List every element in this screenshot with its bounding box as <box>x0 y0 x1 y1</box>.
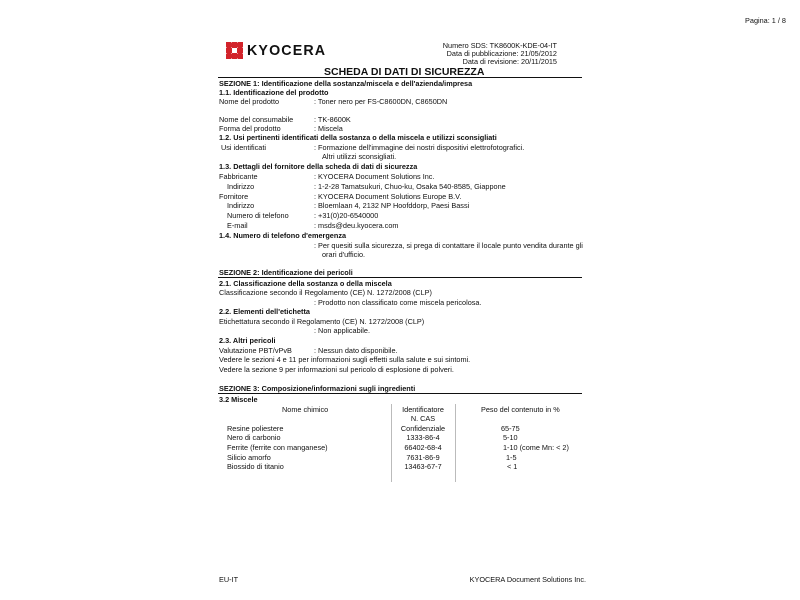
publication-date: Data di pubblicazione: 21/05/2012 <box>446 49 557 58</box>
table-row-weight: 65-75 <box>501 424 520 433</box>
consumable-value: : TK-8600K <box>314 115 351 124</box>
table-row-cas: 1333-86-4 <box>406 433 440 442</box>
col-header-weight: Peso del contenuto in % <box>481 405 560 414</box>
uses-value: : Formazione dell'immagine dei nostri dispositivi elettrofotografici. <box>314 143 525 152</box>
col-header-cas: N. CAS <box>410 414 436 423</box>
product-name-value: : Toner nero per FS-C8600DN, C8650DN <box>314 97 448 106</box>
page-number: Pagina: 1 / 8 <box>745 16 786 25</box>
labelling-value: : Non applicabile. <box>314 326 370 335</box>
table-row-cas: 66402-68-4 <box>404 443 442 452</box>
form-value: : Miscela <box>314 124 343 133</box>
manufacturer-value: : KYOCERA Document Solutions Inc. <box>314 172 435 181</box>
supplier-label: Fornitore <box>219 192 249 201</box>
table-row-name: Nero di carbonio <box>227 433 281 442</box>
address-1-value: : 1-2-28 Tamatsukuri, Chuo-ku, Osaka 540-8585, Giappone <box>314 182 506 191</box>
subsection-2-2: 2.2. Elementi dell'etichetta <box>219 307 310 316</box>
revision-date: Data di revisione: 20/11/2015 <box>462 57 557 66</box>
table-row-cas: Confidenziale <box>400 424 446 433</box>
table-row-name: Resine poliestere <box>227 424 284 433</box>
emergency-value: : Per quesiti sulla sicurezza, si prega di contattare il locale punto vendita durante gli <box>314 241 583 250</box>
table-divider-2 <box>455 404 456 482</box>
kyocera-logo <box>226 40 330 60</box>
section-3-divider <box>218 393 582 394</box>
classification-label: Classificazione secondo il Regolamento (CE) N. 1272/2008 (CLP) <box>219 288 432 297</box>
supplier-value: : KYOCERA Document Solutions Europe B.V. <box>314 192 462 201</box>
address-1-label: Indirizzo <box>227 182 255 191</box>
hazard-note-2: Vedere la sezione 9 per informazioni sul pericolo di esplosione di polveri. <box>219 365 454 374</box>
section-2-heading: SEZIONE 2: Identificazione dei pericoli <box>219 268 353 277</box>
table-row-weight: 1-10 (come Mn: < 2) <box>503 443 569 452</box>
section-1-heading: SEZIONE 1: Identificazione della sostanza/miscela e dell'azienda/impresa <box>219 79 473 88</box>
pbt-value: : Nessun dato disponibile. <box>314 346 398 355</box>
subsection-1-1: 1.1. Identificazione del prodotto <box>219 88 329 97</box>
kyocera-logo-text: KYOCERA <box>247 41 327 59</box>
email-value[interactable]: : msds@deu.kyocera.com <box>314 221 399 230</box>
footer-right: KYOCERA Document Solutions Inc. <box>469 575 586 584</box>
subsection-1-4: 1.4. Numero di telefono d'emergenza <box>219 231 347 240</box>
phone-value: : +31(0)20-6540000 <box>314 211 379 220</box>
subsection-2-3: 2.3. Altri pericoli <box>219 336 276 345</box>
uses-label: Usi identificati <box>221 143 267 152</box>
table-row-name: Ferrite (ferrite con manganese) <box>227 443 328 452</box>
document-title: SCHEDA DI DATI DI SICUREZZA <box>324 66 485 78</box>
title-divider <box>218 77 582 78</box>
form-label: Forma del prodotto <box>219 124 281 133</box>
pbt-label: Valutazione PBT/vPvB <box>219 346 292 355</box>
table-row-weight: 1-5 <box>506 453 517 462</box>
labelling-label: Etichettatura secondo il Regolamento (CE) N. 1272/2008 (CLP) <box>219 317 425 326</box>
subsection-1-2: 1.2. Usi pertinenti identificati della sostanza o della miscela e utilizzi sconsigliati <box>219 133 497 142</box>
col-header-name: Nome chimico <box>282 405 329 414</box>
subsection-2-1: 2.1. Classificazione della sostanza o della miscela <box>219 279 392 288</box>
product-name-label: Nome del prodotto <box>219 97 280 106</box>
phone-label: Numero di telefono <box>227 211 289 220</box>
table-row-weight: < 1 <box>507 462 518 471</box>
subsection-1-3: 1.3. Dettagli del fornitore della scheda di dati di sicurezza <box>219 162 418 171</box>
emergency-value-2: orari d'ufficio. <box>322 250 366 259</box>
section-3-heading: SEZIONE 3: Composizione/informazioni sugli ingredienti <box>219 384 416 393</box>
kyocera-logo-icon <box>226 42 243 59</box>
hazard-note-1: Vedere le sezioni 4 e 11 per informazioni sugli effetti sulla salute e sui sintomi. <box>219 355 471 364</box>
sds-number: Numero SDS: TK8600K-KDE-04-IT <box>442 41 557 50</box>
address-2-label: Indirizzo <box>227 201 255 210</box>
table-row-cas: 13463-67-7 <box>404 462 442 471</box>
manufacturer-label: Fabbricante <box>219 172 258 181</box>
address-2-value: : Bloemlaan 4, 2132 NP Hoofddorp, Paesi Bassi <box>314 201 470 210</box>
consumable-label: Nome del consumabile <box>219 115 294 124</box>
table-row-cas: 7631-86-9 <box>406 453 440 462</box>
classification-value: : Prodotto non classificato come miscela pericolosa. <box>314 298 482 307</box>
footer-left: EU-IT <box>219 575 239 584</box>
uses-value-2: Altri utilizzi sconsigliati. <box>322 152 397 161</box>
col-header-id: Identificatore <box>402 405 444 414</box>
table-row-name: Silicio amorfo <box>227 453 271 462</box>
table-row-weight: 5-10 <box>503 433 518 442</box>
email-label: E-mail <box>227 221 248 230</box>
table-row-name: Biossido di titanio <box>227 462 284 471</box>
section-2-divider <box>218 277 582 278</box>
subsection-3-2: 3.2 Miscele <box>219 395 258 404</box>
